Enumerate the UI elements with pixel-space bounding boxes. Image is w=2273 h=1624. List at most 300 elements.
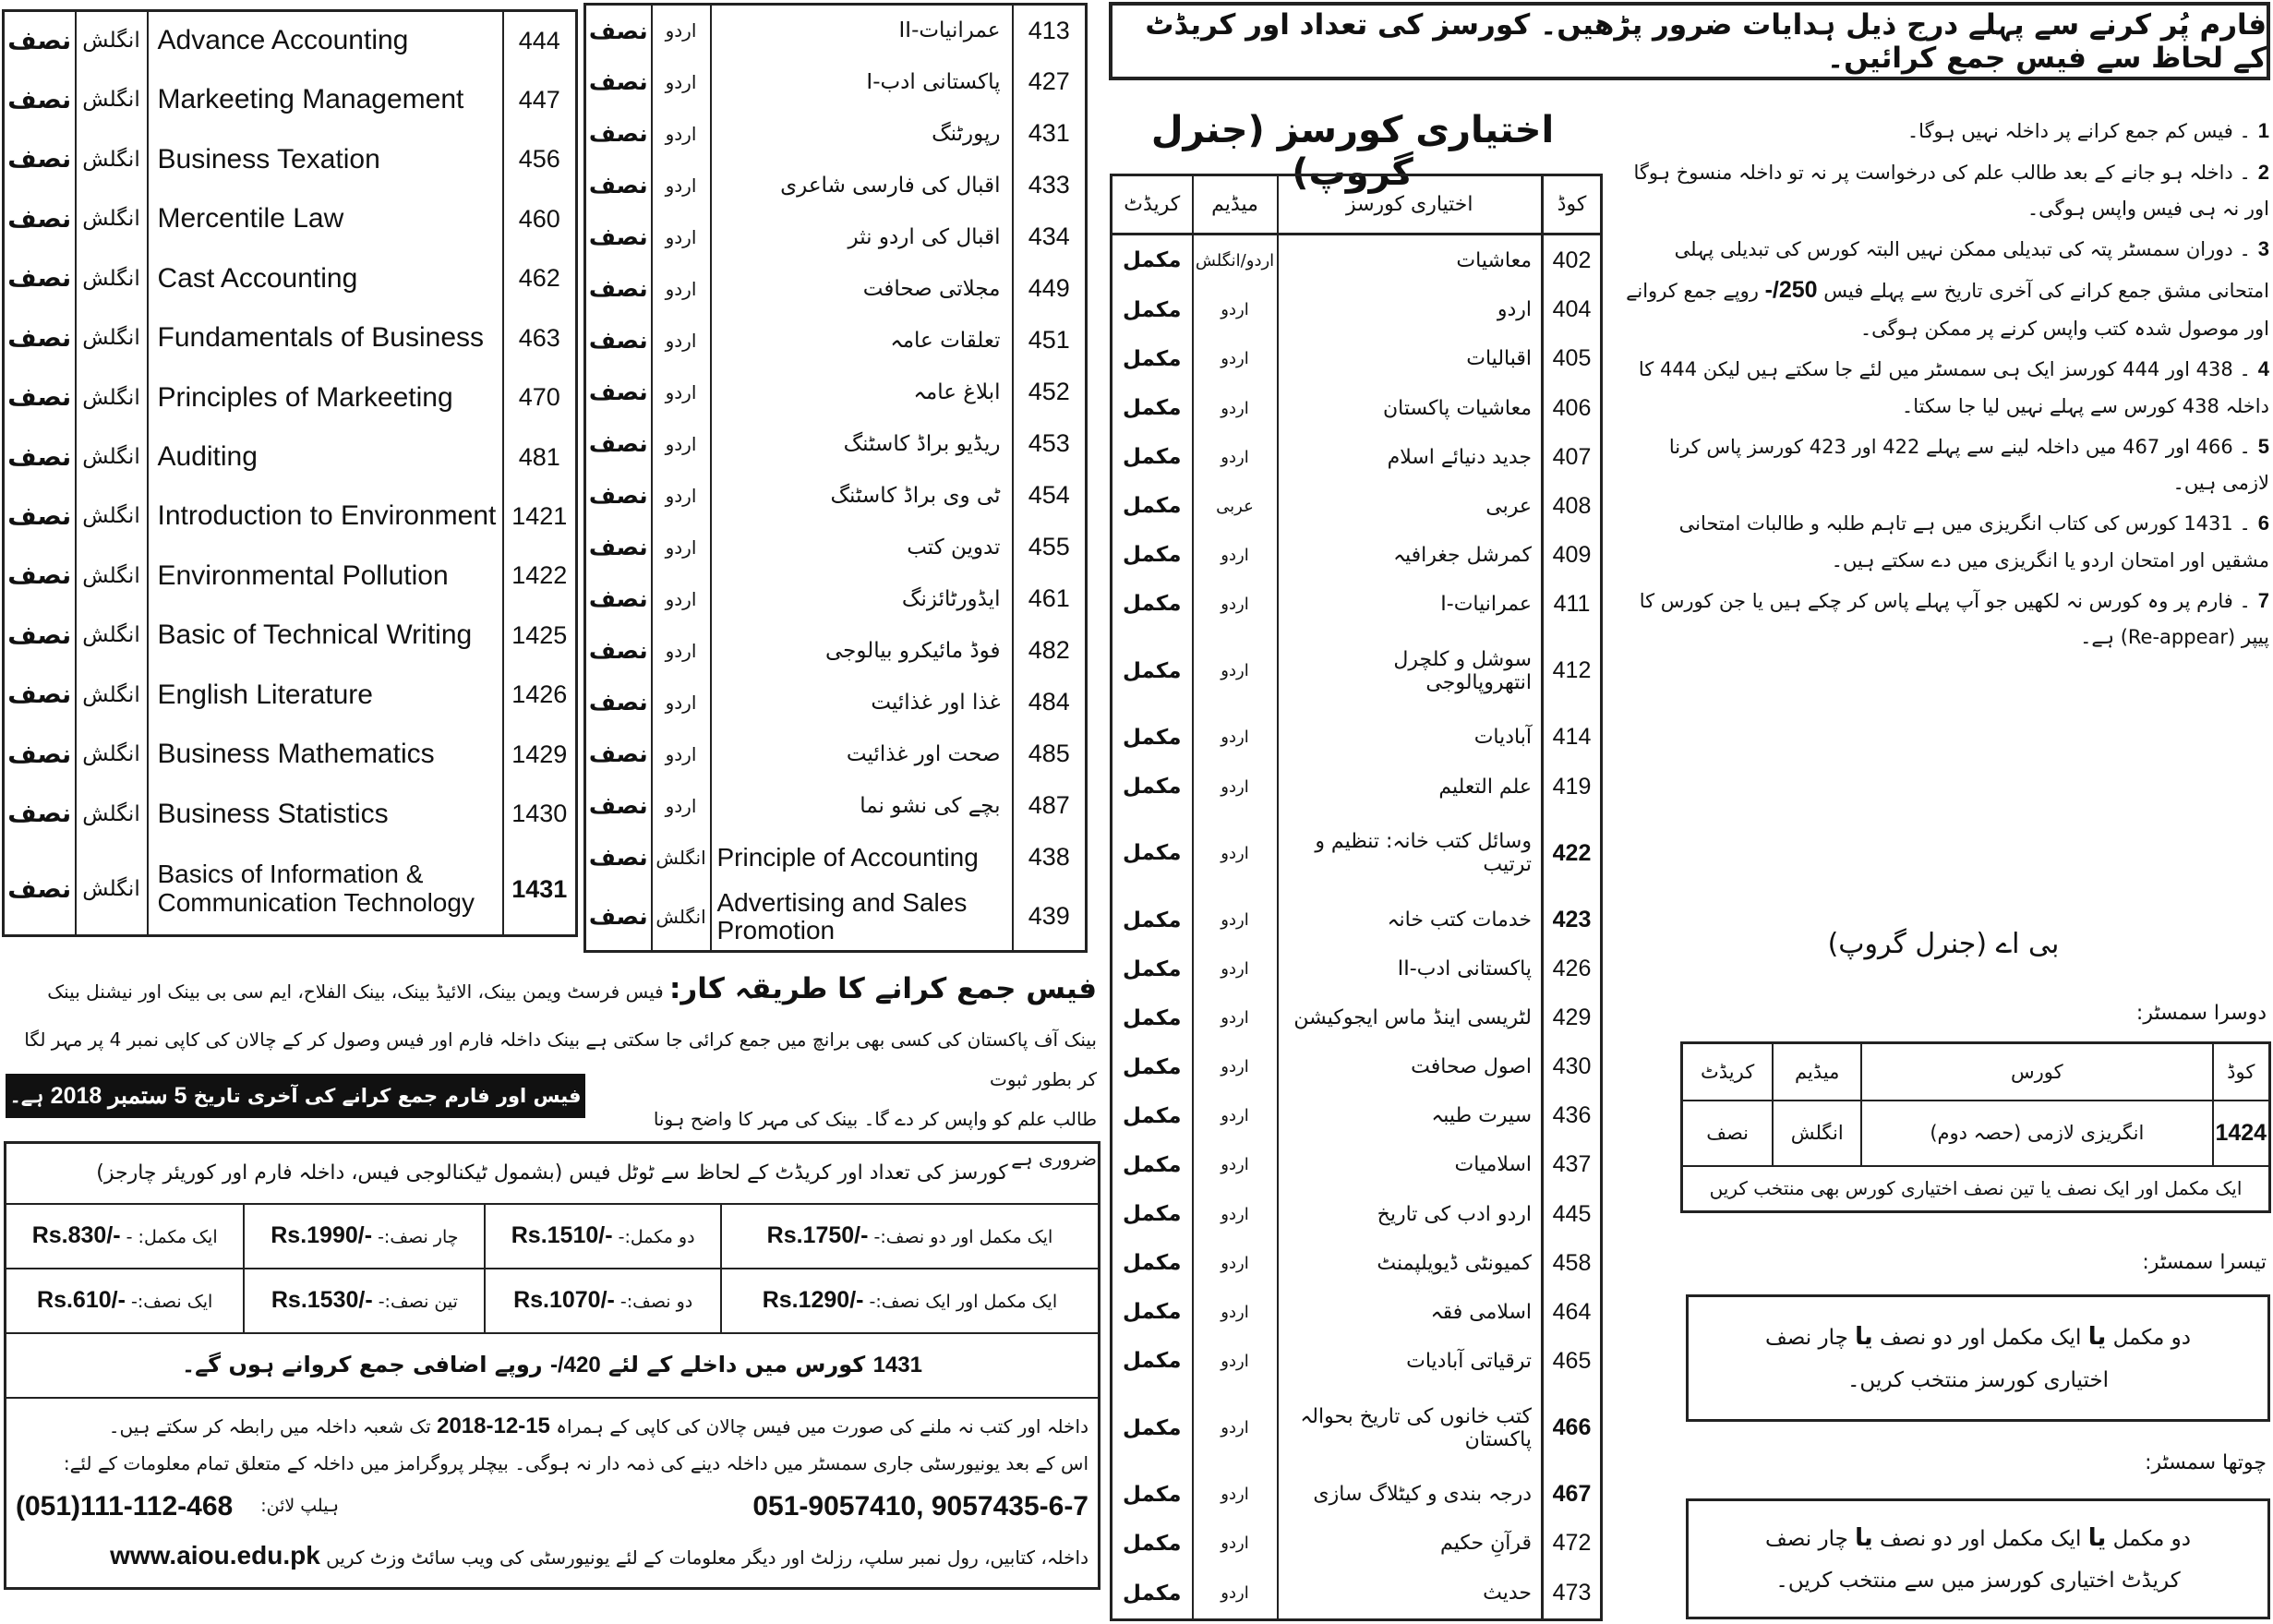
course-code: 465 — [1543, 1337, 1602, 1386]
course-credit: نصف — [4, 129, 76, 188]
course-credit: نصف — [4, 427, 76, 487]
course-title: رپورٹنگ — [711, 108, 1013, 160]
course-code: 439 — [1013, 884, 1087, 952]
course-medium: اردو — [1193, 285, 1278, 334]
course-credit: نصف — [4, 487, 76, 546]
table-row — [1112, 433, 1602, 482]
third-semester-box — [1686, 1294, 2270, 1422]
column-header-code: کوڈ — [1543, 175, 1602, 235]
course-title: اسلامیات — [1278, 1140, 1543, 1189]
fee-label: چار نصف:- — [378, 1227, 459, 1247]
extra-fee-amount: 420/- — [549, 1353, 601, 1377]
course-code: 484 — [1013, 677, 1087, 728]
course-title: تدوین کتب — [711, 522, 1013, 573]
course-medium: اردو — [1193, 896, 1278, 944]
course-medium: اردو — [1193, 812, 1278, 896]
course-medium: انگلش — [76, 666, 148, 725]
course-medium: انگلش — [652, 832, 711, 884]
option-text: دو مکمل — [2112, 1526, 2191, 1551]
instruction-text: 438 اور 444 کورسز ایک ہی سمسٹر میں لئے جا سکتے ہیں لیکن 444 کا داخلہ 438 کورس سے پہلے نہیں لیا جا سکتا۔ — [1638, 358, 2269, 417]
course-code: 414 — [1543, 713, 1602, 762]
course-code: 487 — [1013, 780, 1087, 832]
course-title: بچے کی نشو نما — [711, 780, 1013, 832]
course-credit: نصف — [585, 211, 652, 263]
table-row — [585, 211, 1087, 263]
course-medium: اردو — [652, 211, 711, 263]
course-code: 460 — [503, 189, 577, 248]
table-row — [1112, 993, 1602, 1042]
third-semester-line-1 — [1765, 1315, 2191, 1360]
course-credit: نصف — [585, 56, 652, 108]
table-row — [1112, 762, 1602, 811]
course-credit: مکمل — [1112, 1190, 1193, 1239]
course-medium: اردو — [1193, 1140, 1278, 1189]
course-title: Markeeting Management — [148, 70, 503, 129]
course-code: 456 — [503, 129, 577, 188]
course-title: ٹی وی براڈ کاسٹنگ — [711, 470, 1013, 522]
course-title: انگریزی لازمی (حصہ دوم) — [1861, 1101, 2212, 1166]
course-credit: مکمل — [1112, 1386, 1193, 1471]
course-code: 1426 — [503, 666, 577, 725]
course-title: حدیث — [1278, 1569, 1543, 1620]
course-credit: مکمل — [1112, 1569, 1193, 1620]
note-row — [1682, 1166, 2270, 1212]
course-medium: اردو — [652, 108, 711, 160]
course-medium: اردو — [1193, 762, 1278, 811]
course-title: ریڈیو براڈ کاسٹنگ — [711, 418, 1013, 470]
fee-cell — [244, 1269, 485, 1333]
table-row — [1112, 713, 1602, 762]
fee-method-text-2: بینک آف پاکستان کی کسی بھی برانچ میں جمع کرائی جا سکتی ہے بینک داخلہ فارم اور فیس وصول کر کے چالان کی کاپی نمبر 4 پر مہر لگا کر بطور ثبوت — [24, 1028, 1097, 1090]
or-text: یا — [1855, 1323, 1873, 1352]
instruction-item — [1618, 583, 2269, 656]
course-medium: اردو — [1193, 1288, 1278, 1337]
course-credit: مکمل — [1112, 762, 1193, 811]
course-credit: نصف — [4, 367, 76, 427]
table-row — [585, 522, 1087, 573]
course-credit: نصف — [1682, 1101, 1774, 1166]
table-row — [1112, 896, 1602, 944]
course-code: 404 — [1543, 285, 1602, 334]
course-code: 1422 — [503, 547, 577, 606]
course-credit: نصف — [585, 470, 652, 522]
table-row — [585, 677, 1087, 728]
table-row — [1112, 580, 1602, 629]
course-medium: انگلش — [76, 189, 148, 248]
instruction-number: 1 — [2257, 119, 2269, 142]
course-medium: اردو — [1193, 1190, 1278, 1239]
table-header-row — [1112, 175, 1602, 235]
course-credit: مکمل — [1112, 235, 1193, 286]
fee-amount: Rs.610/- — [37, 1287, 126, 1313]
course-medium: اردو — [652, 418, 711, 470]
fee-amount: Rs.1990/- — [271, 1222, 373, 1248]
table-row — [585, 573, 1087, 625]
course-code: 433 — [1013, 160, 1087, 211]
course-medium: اردو — [652, 315, 711, 367]
deadline-banner — [6, 1074, 585, 1118]
course-medium: اردو — [1193, 1519, 1278, 1568]
course-medium: انگلش — [76, 427, 148, 487]
table-row — [1112, 1140, 1602, 1189]
course-medium: اردو — [1193, 334, 1278, 383]
instruction-item — [1618, 505, 2269, 579]
course-title: اردو — [1278, 285, 1543, 334]
course-credit: نصف — [4, 70, 76, 129]
column-header-course: اختیاری کورسز — [1278, 175, 1543, 235]
table-row — [4, 189, 577, 248]
course-title: عربی — [1278, 482, 1543, 531]
course-title: Introduction to Environment — [148, 487, 503, 546]
column-header-course: کورس — [1861, 1043, 2212, 1101]
instruction-text: دوران سمسٹر پتہ کی تبدیلی ممکن نہیں البتہ کورس کی تبدیلی پہلی امتحانی مشق جمع کرانے کی آخری تاریخ سے پہلے فیس — [1674, 238, 2269, 302]
course-title: Basic of Technical Writing — [148, 606, 503, 665]
instructions-list — [1618, 113, 2269, 659]
column-header-medium: میڈیم — [1773, 1043, 1861, 1101]
course-title: مجلاتی صحافت — [711, 263, 1013, 315]
table-row — [4, 844, 577, 935]
table-row — [4, 308, 577, 367]
course-title: اردو ادب کی تاریخ — [1278, 1190, 1543, 1239]
course-medium: انگلش — [76, 606, 148, 665]
course-medium: اردو — [652, 263, 711, 315]
course-medium: انگلش — [652, 884, 711, 952]
course-credit: مکمل — [1112, 993, 1193, 1042]
course-code: 485 — [1013, 728, 1087, 780]
instruction-number: 6 — [2257, 511, 2269, 535]
course-code: 412 — [1543, 629, 1602, 714]
course-code: 461 — [1013, 573, 1087, 625]
table-row — [585, 832, 1087, 884]
second-semester-table — [1680, 1041, 2271, 1213]
fee-cell — [244, 1204, 485, 1269]
table-row — [585, 108, 1087, 160]
course-medium: اردو — [1193, 531, 1278, 580]
fee-label: ایک مکمل: - — [126, 1227, 218, 1247]
course-medium: انگلش — [76, 547, 148, 606]
fee-label: دو نصف:- — [619, 1292, 693, 1312]
course-credit: نصف — [4, 189, 76, 248]
instruction-text: روپے جمع کروانے اور موصول شدہ کتب واپس کرنے پر ممکن ہوگی۔ — [1626, 279, 2269, 341]
course-title: لٹریسی اینڈ ماس ایجوکیشن — [1278, 993, 1543, 1042]
option-text: دو مکمل — [2112, 1326, 2191, 1351]
course-credit: نصف — [4, 606, 76, 665]
course-title: خدمات کتب خانہ — [1278, 896, 1543, 944]
course-medium: انگلش — [76, 725, 148, 784]
table-row — [585, 367, 1087, 418]
course-code: 464 — [1543, 1288, 1602, 1337]
course-code: 482 — [1013, 625, 1087, 677]
course-code: 481 — [503, 427, 577, 487]
instruction-number: 4 — [2257, 357, 2269, 380]
third-semester-label: تیسرا سمسٹر: — [2142, 1251, 2267, 1274]
course-title: تعلقات عامہ — [711, 315, 1013, 367]
fee-cell — [721, 1269, 1100, 1333]
table-row — [1112, 285, 1602, 334]
fee-amount: Rs.1750/- — [766, 1222, 869, 1248]
course-medium: اردو — [1193, 580, 1278, 629]
course-medium: اردو — [1193, 944, 1278, 993]
course-code: 422 — [1543, 812, 1602, 896]
table-row — [4, 487, 577, 546]
course-medium: اردو — [1193, 1042, 1278, 1091]
fourth-semester-line-2: کریڈٹ اختیاری کورسز میں سے منتخب کریں۔ — [1775, 1569, 2181, 1594]
table-row — [585, 418, 1087, 470]
course-credit: مکمل — [1112, 944, 1193, 993]
table-row — [4, 785, 577, 844]
course-credit: مکمل — [1112, 1470, 1193, 1519]
course-code: 409 — [1543, 531, 1602, 580]
course-code: 431 — [1013, 108, 1087, 160]
fee-label: ایک مکمل اور دو نصف:- — [873, 1227, 1053, 1247]
course-code: 402 — [1543, 235, 1602, 286]
course-title: کمرشل جغرافیہ — [1278, 531, 1543, 580]
third-semester-line-2: اختیاری کورسز منتخب کریں۔ — [1846, 1367, 2110, 1392]
course-code: 1430 — [503, 785, 577, 844]
course-title: Environmental Pollution — [148, 547, 503, 606]
course-code: 1431 — [872, 1353, 922, 1377]
table-row — [585, 470, 1087, 522]
course-medium: اردو — [652, 56, 711, 108]
course-medium: اردو — [1193, 1470, 1278, 1519]
course-title: ابلاغ عامہ — [711, 367, 1013, 418]
course-code: 467 — [1543, 1470, 1602, 1519]
fourth-semester-label: چوتھا سمسٹر: — [2145, 1451, 2267, 1474]
ba-general-group-heading: بی اے (جنرل گروپ) — [1827, 928, 2060, 960]
instructions-banner: فارم پُر کرنے سے پہلے درج ذیل ہدایات ضرور پڑھیں۔ کورسز کی تعداد اور کریڈٹ کے لحاظ سے فیس جمع کرائیں۔ — [1109, 2, 2270, 80]
course-credit: نصف — [585, 780, 652, 832]
column-header-credit: کریڈٹ — [1112, 175, 1193, 235]
table-row — [4, 427, 577, 487]
table-row — [1112, 235, 1602, 286]
course-code: 1431 — [503, 844, 577, 935]
fee-cell — [6, 1204, 245, 1269]
course-credit: نصف — [585, 367, 652, 418]
contact-line-2: اس کے بعد یونیورسٹی جاری سمسٹر میں داخلہ دینے کی ذمہ دار نہ ہوگی۔ بیچلر پروگرامز میں داخلہ کے متعلق تمام معلومات کے لئے: — [63, 1451, 1088, 1474]
course-credit: نصف — [4, 844, 76, 935]
course-credit: نصف — [585, 884, 652, 952]
course-title: ترقیاتی آبادیات — [1278, 1337, 1543, 1386]
english-courses-table — [2, 9, 578, 937]
course-medium: اردو — [652, 160, 711, 211]
instruction-amount: 250/- — [1764, 276, 1818, 303]
course-title: قرآنِ حکیم — [1278, 1519, 1543, 1568]
table-row — [1112, 531, 1602, 580]
elective-courses-table — [1110, 174, 1603, 1621]
separator: ۔ — [2232, 238, 2251, 261]
contact-text: تک شعبہ داخلہ میں رابطہ کر سکتے ہیں۔ — [108, 1414, 431, 1438]
option-text: چار نصف — [1765, 1326, 1848, 1351]
separator: ۔ — [2232, 161, 2251, 184]
course-medium: اردو — [652, 522, 711, 573]
column-header-credit: کریڈٹ — [1682, 1043, 1774, 1101]
course-medium: انگلش — [76, 70, 148, 129]
course-code: 1425 — [503, 606, 577, 665]
course-code: 436 — [1543, 1091, 1602, 1140]
course-credit: مکمل — [1112, 1091, 1193, 1140]
fee-row — [6, 1204, 1100, 1269]
table-row — [1112, 1288, 1602, 1337]
course-code: 463 — [503, 308, 577, 367]
table-row — [4, 367, 577, 427]
course-title: سوشل و کلچرل انتھروپالوجی — [1278, 629, 1543, 714]
website-text: داخلہ، کتابیں، رول نمبر سلپ، رزلٹ اور دیگر معلومات کے لئے یونیورسٹی کی ویب سائٹ وزٹ کریں — [326, 1546, 1088, 1570]
instruction-item — [1618, 428, 2269, 502]
table-row — [1112, 383, 1602, 432]
course-medium: انگلش — [76, 367, 148, 427]
column-header-code: کوڈ — [2213, 1043, 2270, 1101]
contact-text: داخلہ اور کتب نہ ملنے کی صورت میں فیس چالان کی کاپی کے ہمراہ — [556, 1414, 1088, 1438]
fee-cell — [485, 1269, 720, 1333]
course-code: 453 — [1013, 418, 1087, 470]
phone-row — [16, 1481, 1088, 1533]
course-credit: مکمل — [1112, 383, 1193, 432]
course-title: Cast Accounting — [148, 248, 503, 307]
course-medium: اردو — [652, 677, 711, 728]
course-title: Principle of Accounting — [711, 832, 1013, 884]
course-credit: مکمل — [1112, 531, 1193, 580]
table-row — [1112, 482, 1602, 531]
course-medium: عربی — [1193, 482, 1278, 531]
course-code: 449 — [1013, 263, 1087, 315]
option-text: چار نصف — [1765, 1526, 1848, 1551]
course-code: 405 — [1543, 334, 1602, 383]
contact-date: 15-12-2018 — [437, 1413, 550, 1438]
extra-fee-text: کورس میں داخلے کے لئے — [608, 1352, 866, 1377]
course-title: جدید دنیائے اسلام — [1278, 433, 1543, 482]
fee-table-header: کورسز کی تعداد اور کریڈٹ کے لحاظ سے ٹوٹل فیس (بشمول ٹیکنالوجی فیس، داخلہ فارم اور کوریئر چارجز) — [6, 1143, 1100, 1204]
table-row — [585, 780, 1087, 832]
course-credit: نصف — [585, 418, 652, 470]
fee-row — [6, 1269, 1100, 1333]
deadline-text: فیس اور فارم جمع کرانے کی آخری تاریخ — [193, 1085, 582, 1107]
course-title: Business Mathematics — [148, 725, 503, 784]
table-row — [1112, 629, 1602, 714]
table-row — [1112, 1190, 1602, 1239]
course-code: 458 — [1543, 1239, 1602, 1288]
table-row — [1112, 1091, 1602, 1140]
course-code: 452 — [1013, 367, 1087, 418]
course-credit: مکمل — [1112, 896, 1193, 944]
course-title: درجہ بندی و کیٹلاگ سازی — [1278, 1470, 1543, 1519]
course-credit: مکمل — [1112, 433, 1193, 482]
fee-cell — [485, 1204, 720, 1269]
fee-cell — [6, 1269, 245, 1333]
course-credit: مکمل — [1112, 285, 1193, 334]
course-credit: مکمل — [1112, 629, 1193, 714]
course-title: Basics of Information & Communication Technology — [148, 844, 503, 935]
instruction-item — [1618, 351, 2269, 425]
course-title: اقبالیات — [1278, 334, 1543, 383]
course-title: اسلامی فقہ — [1278, 1288, 1543, 1337]
or-text: یا — [2087, 1323, 2107, 1352]
instruction-text: 466 اور 467 میں داخلہ لینے سے پہلے 422 اور 423 کورسز پاس کرنا لازمی ہیں۔ — [1668, 435, 2269, 495]
course-title: Advance Accounting — [148, 11, 503, 70]
course-code: 427 — [1013, 56, 1087, 108]
course-title: سیرت طیبہ — [1278, 1091, 1543, 1140]
course-medium: انگلش — [76, 487, 148, 546]
course-code: 447 — [503, 70, 577, 129]
course-code: 462 — [503, 248, 577, 307]
course-credit: نصف — [585, 522, 652, 573]
instruction-text: داخلہ ہو جانے کے بعد طالب علم کی درخواست پر نہ تو داخلہ منسوخ ہوگا اور نہ ہی فیس واپس ہوگی۔ — [1633, 161, 2269, 221]
course-credit: نصف — [585, 160, 652, 211]
fee-method-line-1 — [7, 958, 1097, 1020]
course-medium: اردو — [1193, 629, 1278, 714]
course-title: آبادیات — [1278, 713, 1543, 762]
course-credit: نصف — [4, 725, 76, 784]
course-code: 455 — [1013, 522, 1087, 573]
instruction-text: 1431 کورس کی کتاب انگریزی میں ہے تاہم طلبہ و طالبات امتحانی مشقیں اور امتحان اردو یا انگریزی میں دے سکتے ہیں۔ — [1678, 512, 2269, 571]
course-code: 473 — [1543, 1569, 1602, 1620]
course-title: پاکستانی ادب-I — [711, 56, 1013, 108]
course-medium: اردو — [652, 625, 711, 677]
contact-info — [6, 1398, 1100, 1589]
course-credit: نصف — [4, 785, 76, 844]
course-medium: اردو/انگلش — [1193, 235, 1278, 286]
table-row — [4, 70, 577, 129]
phone-numbers[interactable]: 051-9057410, 9057435-6-7 — [752, 1490, 1088, 1522]
course-medium: انگلش — [1773, 1101, 1861, 1166]
course-code: 438 — [1013, 832, 1087, 884]
course-code: 413 — [1013, 5, 1087, 56]
table-row — [585, 884, 1087, 952]
table-row — [585, 263, 1087, 315]
fourth-semester-box — [1686, 1498, 2270, 1619]
course-medium: انگلش — [76, 785, 148, 844]
table-row — [1112, 1569, 1602, 1620]
fee-amount: Rs.830/- — [31, 1222, 121, 1248]
helpline-number[interactable]: (051)111-112-468 — [16, 1490, 234, 1522]
course-code: 411 — [1543, 580, 1602, 629]
course-medium: انگلش — [76, 129, 148, 188]
instruction-item — [1618, 154, 2269, 228]
course-credit: نصف — [585, 728, 652, 780]
course-title: پاکستانی ادب-II — [1278, 944, 1543, 993]
course-code: 406 — [1543, 383, 1602, 432]
fourth-semester-line-1 — [1765, 1516, 2191, 1561]
course-medium: اردو — [1193, 1091, 1278, 1140]
instruction-text: فیس کم جمع کرانے پر داخلہ نہیں ہوگا۔ — [1906, 120, 2233, 142]
table-row — [4, 11, 577, 70]
table-row — [585, 56, 1087, 108]
course-title: معاشیات — [1278, 235, 1543, 286]
fee-label: ایک نصف:- — [130, 1292, 213, 1312]
course-code: 423 — [1543, 896, 1602, 944]
course-title: Business Statistics — [148, 785, 503, 844]
course-medium: اردو — [1193, 993, 1278, 1042]
course-medium: اردو — [652, 573, 711, 625]
instruction-text: فارم پر وہ کورس نہ لکھیں جو آپ پہلے پاس کر چکے ہیں یا جن کورس کا پیپر (Re-appear) ہے۔ — [1639, 589, 2269, 649]
course-credit: مکمل — [1112, 1337, 1193, 1386]
website-link[interactable]: www.aiou.edu.pk — [110, 1541, 320, 1570]
course-credit: مکمل — [1112, 334, 1193, 383]
course-title: Auditing — [148, 427, 503, 487]
course-title: فوڈ مائیکرو بیالوجی — [711, 625, 1013, 677]
course-title: عمرانیات-I — [1278, 580, 1543, 629]
table-row — [1112, 1042, 1602, 1091]
table-row — [4, 606, 577, 665]
deadline-date: 5 ستمبر 2018 — [50, 1083, 187, 1109]
instruction-item — [1618, 113, 2269, 150]
course-title: اقبال کی فارسی شاعری — [711, 160, 1013, 211]
fee-label: تین نصف:- — [378, 1292, 458, 1312]
course-credit: مکمل — [1112, 1239, 1193, 1288]
course-credit: نصف — [4, 308, 76, 367]
course-code: 1424 — [2213, 1101, 2270, 1166]
second-semester-label: دوسرا سمسٹر: — [2135, 1002, 2267, 1025]
fee-amount: Rs.1290/- — [762, 1287, 864, 1313]
